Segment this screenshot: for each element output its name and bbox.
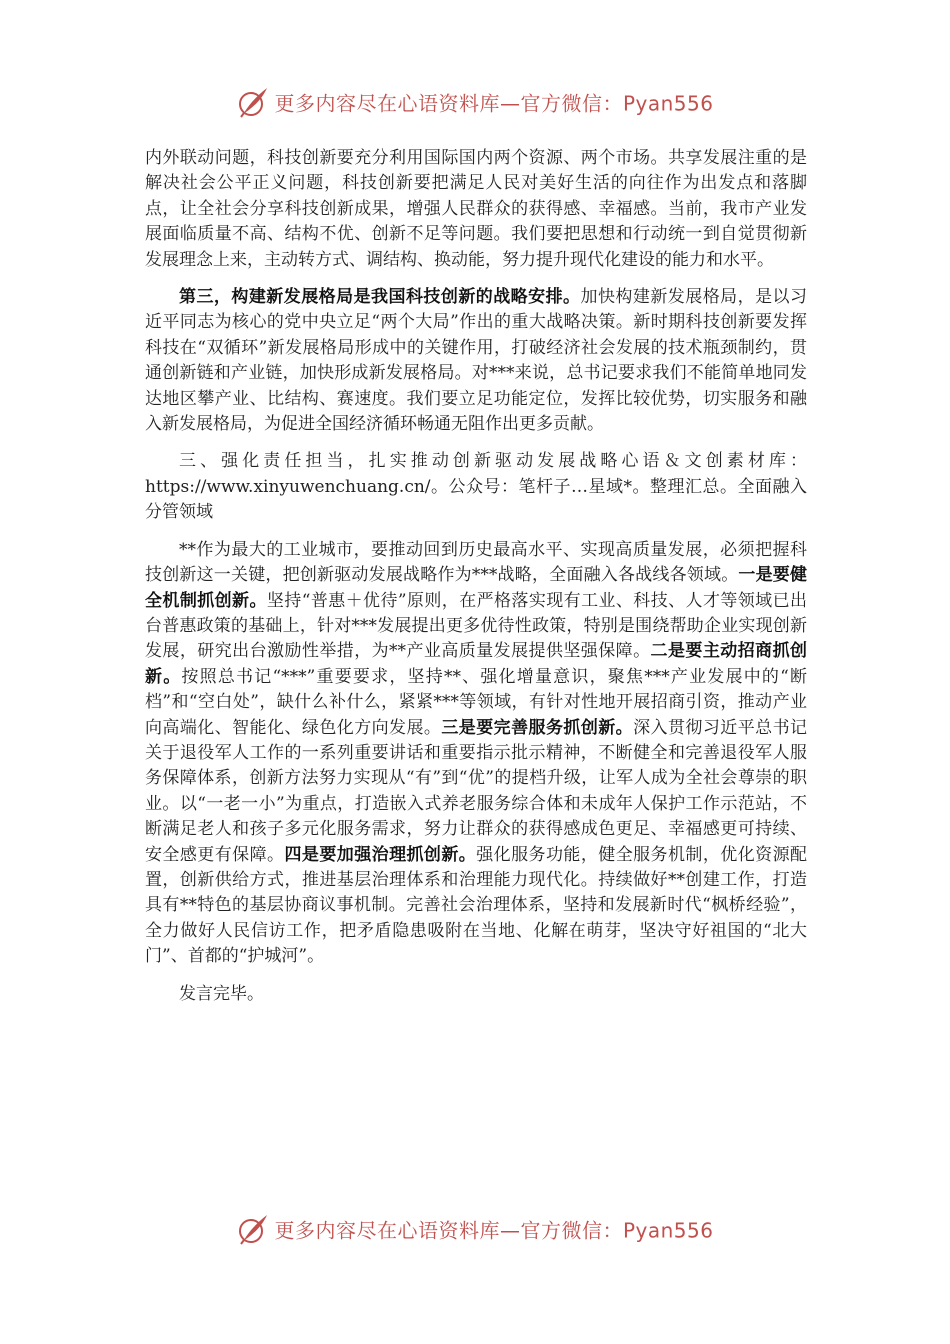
closing-paragraph — [145, 982, 807, 1007]
feather-pen-logo-icon — [236, 85, 270, 119]
footer-watermark-text: 更多内容尽在心语资料库—官方微信：Pyan556 — [274, 1218, 714, 1243]
footer-watermark — [0, 1212, 950, 1246]
document-body — [145, 146, 807, 1019]
point-4-heading: 四是要加强治理抓创新。 — [284, 844, 477, 865]
point-3-heading: 三是要完善服务抓创新。 — [441, 717, 634, 738]
paragraph-2-text: 加快构建新发展格局，是以习近平同志为核心的党中央立足“两个大局”作出的重大战略决策。新时期科技创新要发挥科技在“双循环”新发展格局形成中的关键作用，打破经济社会发展的技术瓶颈制约，贯通创新链和产业链，加快形成新发展格局。对***来说，总书记要求我们不能简单地同发达地区攀产业、比结构、赛速度。我们要立足功能定位，发挥比较优势，切实服务和融入新发展格局，为促进全国经济循环畅通无阻作出更多贡献。 — [145, 287, 808, 435]
point-3-text: 深入贯彻习近平总书记关于退役军人工作的一系列重要讲话和重要指示批示精神，不断健全和完善退役军人服务保障体系，创新方法努力实现从“有”到“优”的提档升级，让军人成为全社会尊崇的职业。以“一老一小”为重点，打造嵌入式养老服务综合体和未成年人保护工作示范站，不断满足老人和孩子多元化服务需求，努力让群众的获得感成色更足、幸福感更可持续、安全感更有保障。 — [145, 717, 808, 865]
header-watermark-text: 更多内容尽在心语资料库—官方微信：Pyan556 — [274, 91, 714, 116]
point-2-heading: 二是要主动招商抓创新。 — [145, 641, 808, 687]
paragraph-1 — [145, 146, 807, 273]
point-4-text: 强化服务功能，健全服务机制，优化资源配置，创新供给方式，推进基层治理体系和治理能力现代化。持续做好**创建工作，打造具有**特色的基层协商议事机制。完善社会治理体系，坚持和发展新时代“枫桥经验”，全力做好人民信访工作，把矛盾隐患吸附在当地、化解在萌芽，坚决守好祖国的“北大门”、首都的“护城河”。 — [145, 844, 808, 967]
closing-text: 发言完毕。 — [179, 983, 264, 1004]
paragraph-2-heading: 第三，构建新发展格局是我国科技创新的战略安排。 — [179, 287, 581, 308]
section-3-heading — [145, 449, 807, 525]
header-watermark — [0, 85, 950, 119]
section-3-heading-text: 三、强化责任担当，扎实推动创新驱动发展战略心语＆文创素材库：https://www.xinyuwenchuang.cn/。公众号：笔杆子…星域*。整理汇总。全面融入分管领域 — [145, 451, 807, 523]
point-1-text: 坚持“普惠＋优待”原则，在严格落实现有工业、科技、人才等领域已出台普惠政策的基础上，针对***发展提出更多优待性政策，特别是围绕帮助企业实现创新发展，研究出台激励性举措，为**产业高质量发展提供坚强保障。 — [145, 590, 808, 662]
feather-pen-logo-icon — [236, 1212, 270, 1246]
paragraph-4-intro: **作为最大的工业城市，要推动回到历史最高水平、实现高质量发展，必须把握科技创新这一关键，把创新驱动发展战略作为***战略，全面融入各战线各领域。 — [145, 539, 807, 586]
point-1-heading: 一是要健全机制抓创新。 — [145, 565, 807, 611]
point-2-text: 按照总书记“***”重要要求，坚持**、强化增量意识，聚焦***产业发展中的“断档”和“空白处”，缺什么补什么，紧紧***等领域，有针对性地开展招商引资，推动产业向高端化、智能化、绿色化方向发展。 — [145, 666, 808, 738]
paragraph-2 — [145, 285, 807, 437]
paragraph-1-text: 内外联动问题，科技创新要充分利用国际国内两个资源、两个市场。共享发展注重的是解决社会公平正义问题，科技创新要把满足人民对美好生活的向往作为出发点和落脚点，让全社会分享科技创新成果，增强人民群众的获得感、幸福感。当前，我市产业发展面临质量不高、结构不优、创新不足等问题。我们要把思想和行动统一到自觉贯彻新发展理念上来，主动转方式、调结构、换动能，努力提升现代化建设的能力和水平。 — [145, 148, 807, 270]
paragraph-4 — [145, 538, 807, 970]
